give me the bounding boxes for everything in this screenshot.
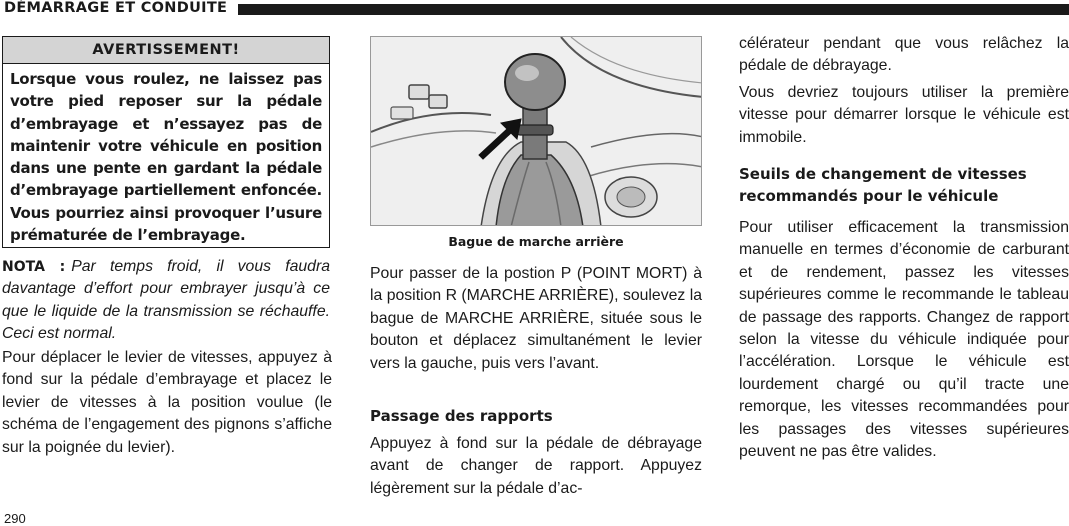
passage-paragraph: Appuyez à fond sur la pédale de débrayage avant de changer de rapport. Appuyez légèrement sur la pédale d’ac-: [370, 435, 702, 497]
page-number: 290: [4, 511, 26, 526]
page-header: [0, 0, 1069, 20]
continuation-paragraph: célérateur pendant que vous relâchez la pédale de débrayage.: [739, 35, 1069, 75]
note-label: NOTA :: [2, 259, 66, 275]
header-rule: [238, 4, 1069, 15]
warning-box: [2, 36, 330, 248]
section-title: DÉMARRAGE ET CONDUITE: [4, 0, 228, 16]
note-text: Par temps froid, il vous faudra davantage d’effort pour embrayer jusqu’à ce que le liquide de la transmission se réchauffe. Ceci est normal.: [2, 258, 330, 343]
warning-title: AVERTISSEMENT!: [3, 37, 329, 64]
gear-shift-paragraph: Pour déplacer le levier de vitesses, appuyez à fond sur la pédale d’embrayage et placez le levier de vitesses à la position voulue (le schéma de l’engagement des pignons s’affiche sur la poignée du levier).: [2, 349, 332, 456]
section-heading-passage: Passage des rapports: [370, 407, 553, 425]
note-paragraph: [2, 256, 330, 346]
reverse-paragraph: Pour passer de la postion P (POINT MORT) à la position R (MARCHE ARRIÈRE), soulevez la bague de MARCHE ARRIÈRE, située sous le bouton et déplacez simultanément le levier vers la gauche, puis vers l’avant.: [370, 265, 702, 372]
thresholds-paragraph: Pour utiliser efficacement la transmission manuelle en termes d’économie de carburant et de rendement, passez les vitesses supérieures comme le recommande le tableau de passage des rapports. Changez de rapport selon la vitesse du véhicule indiquée pour l’accélération. Lorsque le véhicule est lourdement chargé ou qu’il tracte une remorque, les vitesses recommandées pour les passages des vitesses supérieures peuvent ne pas être valides.: [739, 219, 1069, 461]
gear-lever-illustration: [370, 36, 702, 226]
warning-text: Lorsque vous roulez, ne laissez pas votre pied reposer sur la pédale d’embrayage et n’essayez pas de maintenir votre véhicule en position dans une pente en gardant la pédale d’embrayage partiellement enfoncée. Vous pourriez ainsi provoquer l’usure prématurée de l’embrayage.: [10, 70, 322, 245]
figure-caption: Bague de marche arrière: [448, 234, 624, 249]
section-heading-thresholds: Seuils de changement de vitesses recommandés pour le véhicule: [739, 165, 1027, 205]
first-gear-paragraph: Vous devriez toujours utiliser la première vitesse pour démarrer lorsque le véhicule est immobile.: [739, 84, 1069, 146]
